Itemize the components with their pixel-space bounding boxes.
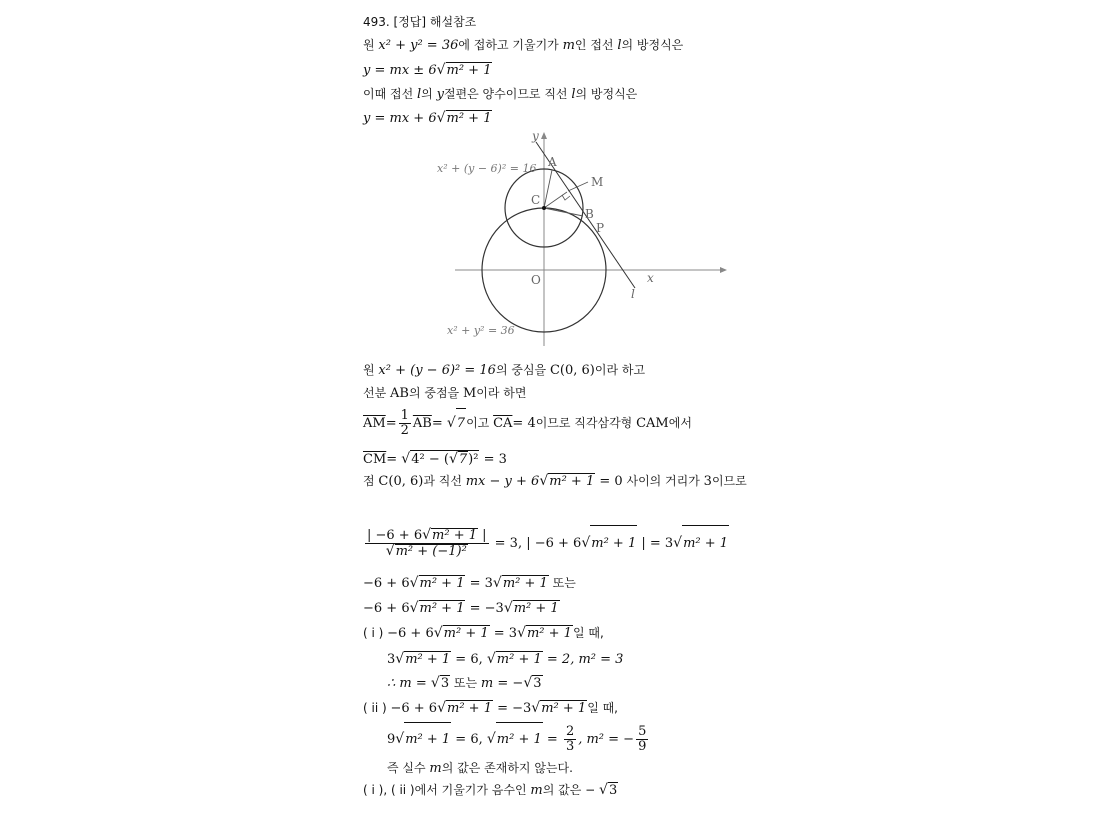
text-span: 의	[421, 87, 437, 101]
math-op: = 3	[479, 452, 507, 467]
label-small-circle-eq: x² + (y − 6)² = 16	[437, 162, 537, 175]
math-part: =	[542, 732, 562, 747]
text-span: 인 접선	[574, 38, 618, 52]
math-part: −6 + 6	[363, 601, 410, 616]
math-part: −6 + 6	[390, 701, 438, 716]
math-part: | −6 + 6	[526, 536, 582, 551]
right-angle-mark	[562, 195, 570, 200]
math-op: =	[385, 416, 397, 431]
text-span: 에 접하고 기울기가	[458, 38, 563, 52]
math-part: | −6 + 6	[367, 528, 423, 543]
math-sqrt: m² + 1	[404, 722, 451, 757]
math-expression: y = mx ± 6	[363, 63, 437, 78]
center-c-dot	[542, 206, 546, 210]
label-B: B	[585, 207, 594, 221]
text-span: 원	[363, 363, 379, 377]
math-fraction	[399, 409, 411, 438]
math-sqrt: 3	[440, 676, 450, 691]
equation-line-6: −6 + 6√m² + 1 = −3√m² + 1	[363, 600, 559, 616]
math-part: ∴ m =	[387, 676, 431, 691]
math-segment: AB	[390, 386, 409, 401]
math-part: 9	[387, 732, 396, 747]
fraction-denominator: √m² + (−1)²	[385, 543, 467, 559]
math-point: C(0, 6)	[378, 474, 424, 489]
x-axis-arrow	[720, 267, 727, 273]
math-op: =	[386, 452, 402, 467]
label-P: P	[596, 221, 605, 235]
math-sqrt: m² + (−1)²	[395, 544, 467, 559]
math-part: , m² = −	[578, 732, 635, 747]
math-part: = 3	[465, 576, 493, 591]
math-sqrt: m² + 1	[419, 601, 465, 616]
case-ii-result	[387, 760, 573, 777]
math-number: 3	[703, 474, 712, 489]
problem-header: 493. [정답] 해설참조	[363, 15, 477, 29]
equation-line-1: y = mx ± 6√m² + 1	[363, 62, 492, 78]
text-line-4	[363, 385, 526, 402]
text-span: 에서 기울기가 음수인	[414, 783, 531, 797]
label-M: M	[591, 175, 604, 189]
circle-tangent-figure	[433, 128, 743, 350]
math-part: = 3	[489, 626, 518, 641]
fraction-denominator: 3	[565, 739, 575, 754]
math-part: m = −	[480, 676, 524, 691]
math-part: = 6,	[451, 732, 487, 747]
math-segment: $\overline{AM}$	[363, 416, 386, 431]
math-op: =	[431, 416, 447, 431]
math-var: y	[436, 87, 444, 102]
text-span: 일 때,	[572, 626, 604, 640]
math-sqrt: m² + 1	[496, 652, 542, 667]
text-line-1	[363, 37, 683, 54]
math-sqrt: 3	[608, 783, 618, 798]
math-expression: mx − y + 6	[465, 474, 540, 489]
math-fraction	[564, 725, 576, 754]
text-span: 즉 실수	[387, 761, 430, 775]
math-part: = 6,	[451, 652, 487, 667]
text-span: 에서	[668, 416, 692, 430]
math-segment: $\overline{CM}$	[363, 452, 387, 467]
fraction-numerator: 1	[400, 408, 409, 423]
text-span: 이라 하고	[594, 363, 646, 377]
text-line-3	[363, 362, 645, 379]
text-span: 점	[363, 474, 379, 488]
text-span: 이고	[466, 416, 494, 430]
math-sqrt: m² + 1	[682, 525, 729, 562]
math-var: m	[530, 783, 543, 798]
text-span: 의 값은 −	[542, 783, 600, 797]
fraction-denominator: 9	[638, 739, 647, 754]
math-sqrt: m² + 1	[446, 111, 492, 126]
text-span: 이때 접선	[363, 87, 417, 101]
text-line-2	[363, 86, 637, 103]
case-label: ( i ), ( ii )	[363, 783, 415, 797]
math-sqrt: m² + 1	[419, 576, 465, 591]
math-var: l	[417, 87, 422, 102]
math-op: = 4	[512, 416, 536, 431]
case-i-line: ( i ) −6 + 6√m² + 1 = 3√m² + 1일 때,	[363, 625, 604, 641]
text-span: 또는	[450, 676, 481, 690]
math-sqrt: 7	[458, 452, 468, 467]
math-sqrt: 3	[533, 676, 542, 691]
text-span: 이라 하면	[476, 386, 527, 400]
math-op: = 0	[595, 474, 623, 489]
equation-line-5: −6 + 6√m² + 1 = 3√m² + 1 또는	[363, 575, 576, 591]
math-op: = 3,	[490, 536, 527, 551]
fraction-numerator: 5	[638, 724, 647, 739]
text-line-5: $\overline{AM}=$ $\frac{1}{2}$ $\overline{AB}= √7$이고 $\overline{CA}= 4$이므로 직각삼각형 CAM에서	[363, 408, 692, 438]
equation-line-2: y = mx + 6√m² + 1	[363, 110, 492, 126]
math-part: −6 + 6	[387, 626, 434, 641]
label-C: C	[531, 193, 541, 207]
math-part: −6 + 6	[363, 576, 410, 591]
label-A: A	[548, 155, 557, 169]
label-l: l	[631, 287, 635, 301]
text-span: 의 값은 존재하지 않는다.	[441, 761, 573, 775]
math-part: = −3	[492, 701, 532, 716]
math-sqrt: m² + 1	[432, 528, 477, 543]
math-sqrt: m² + 1	[513, 601, 559, 616]
text-span: 이므로 직각삼각형	[535, 416, 637, 430]
math-sqrt: m² + 1	[405, 652, 451, 667]
math-sqrt: m² + 1	[502, 576, 548, 591]
math-part: 3	[387, 652, 396, 667]
text-span: 의 방정식은	[621, 38, 684, 52]
math-sqrt: m² + 1	[590, 525, 637, 562]
math-var: l	[571, 87, 576, 102]
fraction-numerator: | −6 + 6√m² + 1 |	[367, 527, 487, 543]
segment-CA	[544, 170, 552, 208]
math-part: |	[478, 528, 487, 543]
y-axis-arrow	[541, 132, 547, 139]
segment-CM	[544, 192, 567, 208]
text-span: 의 방정식은	[575, 87, 638, 101]
math-equation: x² + (y − 6)² = 16	[378, 363, 496, 378]
math-point: M	[462, 386, 477, 401]
equation-line-3: $\overline{CM}= √4^2 - (√7)^2 = 3$	[363, 451, 507, 467]
math-part: 4² − (	[411, 452, 449, 467]
math-part: = −3	[465, 601, 504, 616]
segment-CB	[544, 208, 583, 216]
math-sqrt: m² + 1	[446, 63, 492, 78]
math-sqrt: 7	[456, 408, 466, 439]
math-fraction	[636, 725, 648, 754]
math-part: )²	[468, 452, 479, 467]
case-ii-line: ( ii ) −6 + 6√m² + 1 = −3√m² + 1일 때,	[363, 700, 619, 716]
math-point: C(0, 6)	[549, 363, 595, 378]
case-label: ( ii )	[363, 701, 391, 715]
math-var: m	[562, 38, 575, 53]
math-sqrt: m² + 1	[541, 701, 587, 716]
math-triangle: CAM	[636, 416, 669, 431]
math-var: l	[617, 38, 622, 53]
text-span: 의 중점을	[408, 386, 463, 400]
math-part: | = 3	[637, 536, 674, 551]
math-segment: $\overline{AB}$	[412, 416, 432, 431]
case-label: ( i )	[363, 626, 388, 640]
text-line-6: 점 C(0, 6)과 직선 mx − y + 6√m² + 1 = 0 사이의 거리가 3이므로	[363, 473, 747, 489]
math-part: = 2, m² = 3	[542, 652, 624, 667]
text-span: 또는	[548, 576, 576, 590]
text-span: 의 중심을	[495, 363, 550, 377]
label-x: x	[647, 271, 654, 285]
math-equation: x² + y² = 36	[378, 38, 459, 53]
math-sqrt: m² + 1	[549, 474, 595, 489]
text-span: 절편은 양수이므로 직선	[443, 87, 572, 101]
fraction-denominator: 2	[400, 423, 409, 438]
math-sqrt: m² + 1	[447, 701, 492, 716]
math-expression: y = mx + 6	[363, 111, 437, 126]
math-fraction	[365, 528, 489, 559]
case-i-step: 3√m² + 1 = 6, √m² + 1 = 2, m² = 3	[387, 651, 624, 667]
text-span: 사이의 거리가	[622, 474, 704, 488]
conclusion-line: ( i ), ( ii )에서 기울기가 음수인 m의 값은 − √3	[363, 782, 618, 798]
text-span: 이므로	[711, 474, 747, 488]
math-sqrt: m² + 1	[443, 626, 489, 641]
case-i-result: ∴ m = √3 또는 m = −√3	[387, 675, 542, 691]
text-span: 원	[363, 38, 379, 52]
math-sqrt: m² + 1	[496, 722, 543, 757]
math-sqrt: 4² − (√7)²	[411, 451, 479, 467]
text-span: 선분	[363, 386, 390, 400]
label-O: O	[531, 273, 541, 287]
text-span: 과 직선	[423, 474, 466, 488]
equation-line-4: $\frac{\text{| −6 + 6√m² + 1 |}}{\text{√m² + (−1)²}}$ = 3, | −6 + 6√m² + 1 | = 3√m² + 1	[363, 525, 729, 562]
math-segment: $\overline{CA}$	[493, 416, 513, 431]
label-y: y	[532, 129, 539, 143]
math-var: m	[429, 761, 442, 776]
math-sqrt: m² + 1	[526, 626, 572, 641]
label-big-circle-eq: x² + y² = 36	[447, 324, 515, 337]
text-span: 일 때,	[587, 701, 619, 715]
case-ii-step: 9√m² + 1 = 6, √m² + 1 = $\frac{2}{3}$ , m² = − $\frac{5}{9}$	[387, 722, 650, 757]
fraction-numerator: 2	[565, 724, 575, 739]
